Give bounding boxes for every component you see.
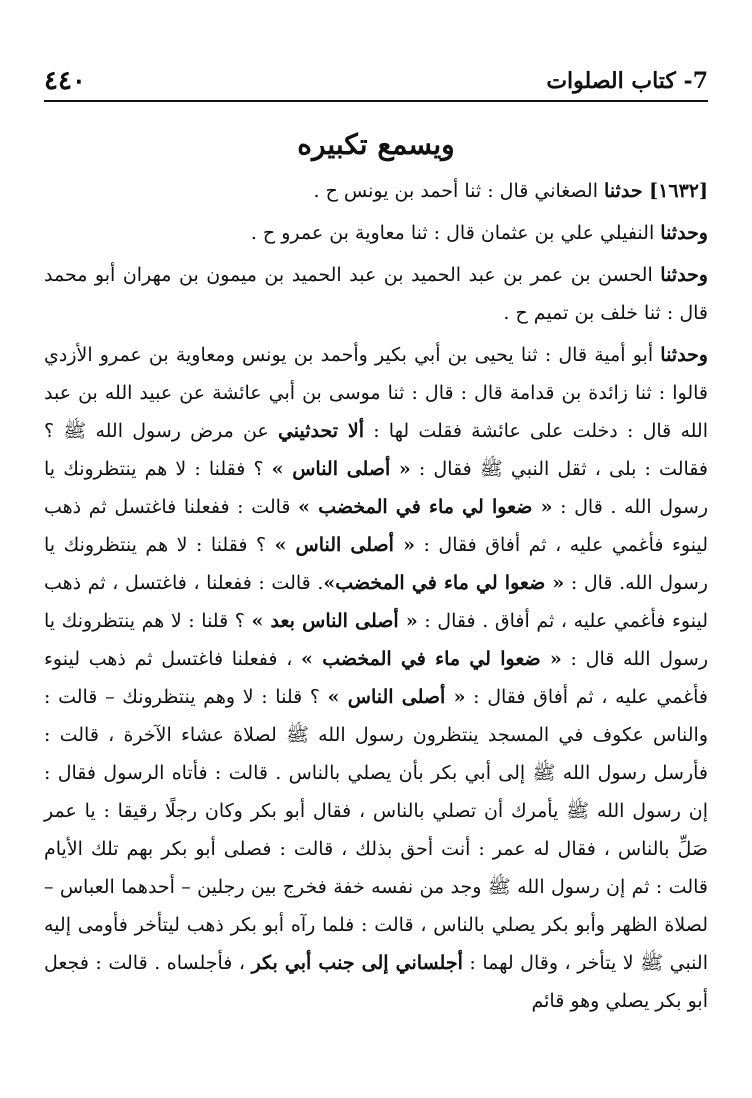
isnad-line-1 [44, 172, 708, 210]
isnad-line-2 [44, 214, 708, 252]
isnad-text: النفيلي علي بن عثمان قال : ثنا معاوية بن عمرو ح . [250, 222, 661, 244]
text-segment: . قالت : ففعلنا ، فاغتسل ، ثم ذهب لينوء فأغمي عليه ، ثم أفاق . فقال : [44, 572, 708, 632]
isnad-text: الصغاني قال : ثنا أحمد بن يونس ح . [313, 180, 605, 202]
text-segment: ؟ فقلنا : لا هم ينتظرونك يا رسول الله. قال : [44, 534, 708, 594]
isnad-intro: وحدثنا [660, 264, 708, 286]
hadith-main-paragraph [44, 336, 708, 1020]
text-segment: ، ففعلنا فاغتسل ثم ذهب لينوء فأغمي عليه ، ثم أفاق فقال : [44, 648, 708, 708]
bold-quote-segment: ألا تحدثيني [277, 420, 364, 442]
isnad-line-3 [44, 256, 708, 332]
isnad-intro: وحدثنا [660, 222, 708, 244]
bold-quote-segment: « ضعوا لي ماء في المخضب » [301, 648, 562, 670]
text-segment: قالت : ففعلنا فاغتسل ثم ذهب لينوء فأغمي عليه ، ثم أفاق فقال : [44, 496, 708, 556]
text-segment: عن مرض رسول الله ﷺ ؟ فقالت : بلى ، ثقل النبي ﷺ فقال : [44, 420, 708, 480]
text-segment: ؟ قلنا : لا هم ينتظرونك يا رسول الله قال : [44, 610, 708, 670]
bold-quote-segment: « ضعوا لي ماء في المخضب» [323, 572, 565, 594]
bold-quote-segment: « أصلى الناس » [327, 686, 466, 708]
bold-quote-segment: « ضعوا لي ماء في المخضب » [298, 496, 553, 518]
bold-quote-segment: « أصلى الناس » [271, 458, 411, 480]
running-title: 7- كتاب الصلوات [546, 68, 708, 94]
isnad-text: الحسن بن عمر بن عبد الحميد بن عبد الحميد بن ميمون بن مهران أبو محمد قال : ثنا خلف بن تميم ح . [44, 264, 708, 324]
bold-quote-segment: « أصلى الناس » [274, 534, 415, 556]
text-segment: ، فأجلساه . قالت : فجعل أبو بكر يصلي وهو قائم [44, 952, 708, 1012]
page-number: ٤٤٠ [44, 66, 86, 96]
hadith-number-intro: [١٦٣٢] حدثنا [604, 180, 708, 202]
isnad-intro: وحدثنا [660, 344, 708, 366]
text-segment: أبو أمية قال : ثنا يحيى بن أبي بكير وأحمد بن يونس ومعاوية بن عمرو الأزدي قالوا : ثنا زائدة بن قدامة قال : قال : ثنا موسى بن أبي عائشة عن عبيد الله بن عبد الله قال : دخلت على عائشة فقلت لها : [44, 344, 708, 442]
hadith-text [44, 172, 708, 1024]
section-heading: ويسمع تكبيره [297, 128, 455, 161]
page-header [44, 58, 708, 102]
text-segment: ؟ قلنا : لا وهم ينتظرونك – قالت : والناس عكوف في المسجد ينتظرون رسول الله ﷺ لصلاة عشاء الآخرة ، قالت : فأرسل رسول الله ﷺ إلى أبي بكر بأن يصلي بالناس . قالت : فأتاه الرسول فقال : إن رسول الله ﷺ يأمرك أن تصلي بالناس ، فقال أبو بكر وكان رجلًا رقيقا : يا عمر صَلِّ بالناس ، فقال له عمر : أنت أحق بذلك ، قالت : فصلى أبو بكر بهم تلك الأيام قالت : ثم إن رسول الله ﷺ وجد من نفسه خفة فخرج بين رجلين – أحدهما العباس – لصلاة الظهر وأبو بكر يصلي بالناس ، قالت : فلما رآه أبو بكر ذهب ليتأخر فأومى إليه النبي ﷺ لا يتأخر ، وقال لهما : [44, 686, 708, 974]
bold-quote-segment: « أصلى الناس بعد » [251, 610, 418, 632]
bold-quote-segment: أجلساني إلى جنب أبي بكر [251, 952, 463, 974]
text-segment: ؟ فقلنا : لا هم ينتظرونك يا رسول الله . قال : [44, 458, 708, 518]
hadith-matn [44, 344, 708, 1012]
